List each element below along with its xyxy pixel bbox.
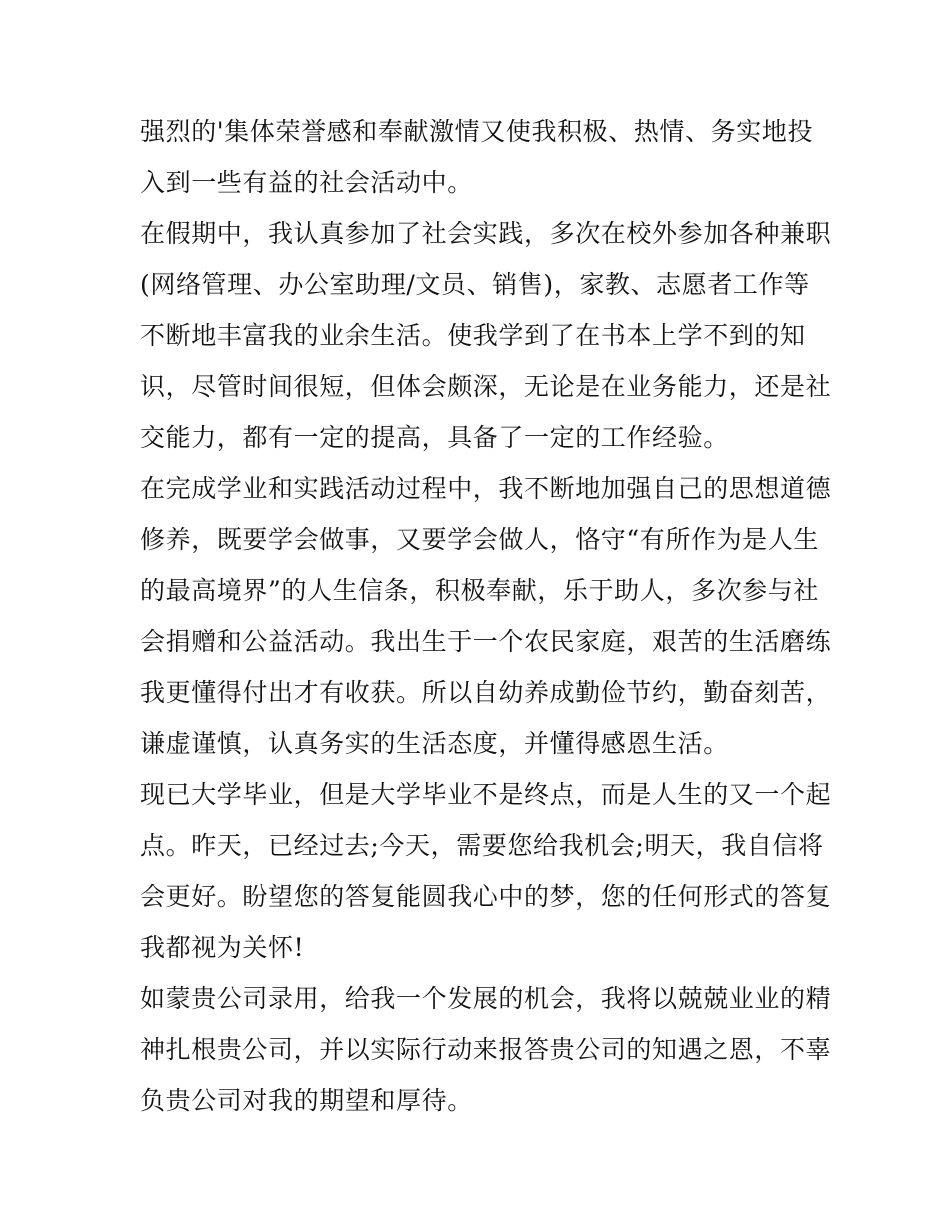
text-line: 入到一些有益的社会活动中。 (140, 168, 473, 197)
text-line: 点。昨天，已经过去;今天，需要您给我机会;明天，我自信将 (140, 831, 824, 860)
text-line: 如蒙贵公司录用，给我一个发展的机会，我将以兢兢业业的精 (140, 984, 832, 1013)
text-line: 会更好。盼望您的答复能圆我心中的梦，您的任何形式的答复 (140, 882, 832, 911)
text-line: 现已大学毕业，但是大学毕业不是终点，而是人生的又一个起 (140, 780, 832, 809)
text-line: (网络管理、办公室助理/文员、销售)，家教、志愿者工作等 (140, 270, 810, 299)
text-line: 交能力，都有一定的提高，具备了一定的工作经验。 (140, 423, 729, 452)
text-line: 不断地丰富我的业余生活。使我学到了在书本上学不到的知 (140, 321, 806, 350)
text-line: 强烈的'集体荣誉感和奉献激情又使我积极、热情、务实地投 (140, 117, 814, 146)
text-line: 会捐赠和公益活动。我出生于一个农民家庭，艰苦的生活磨练 (140, 627, 832, 656)
text-line: 我更懂得付出才有收获。所以自幼养成勤俭节约，勤奋刻苦， (140, 678, 832, 707)
text-line: 在假期中，我认真参加了社会实践，多次在校外参加各种兼职 (140, 219, 832, 248)
text-line: 修养，既要学会做事，又要学会做人，恪守“有所作为是人生 (140, 525, 819, 554)
text-line: 识，尽管时间很短，但体会颇深，无论是在业务能力，还是社 (140, 372, 832, 401)
text-line: 神扎根贵公司，并以实际行动来报答贵公司的知遇之恩，不辜 (140, 1035, 832, 1064)
text-line: 负贵公司对我的期望和厚待。 (140, 1086, 473, 1115)
text-line: 在完成学业和实践活动过程中，我不断地加强自己的思想道德 (140, 474, 832, 503)
document-body (140, 106, 832, 1126)
text-line: 我都视为关怀! (140, 933, 305, 962)
text-line: 的最高境界”的人生信条，积极奉献，乐于助人，多次参与社 (140, 576, 819, 605)
text-line: 谦虚谨慎，认真务实的生活态度，并懂得感恩生活。 (140, 729, 729, 758)
